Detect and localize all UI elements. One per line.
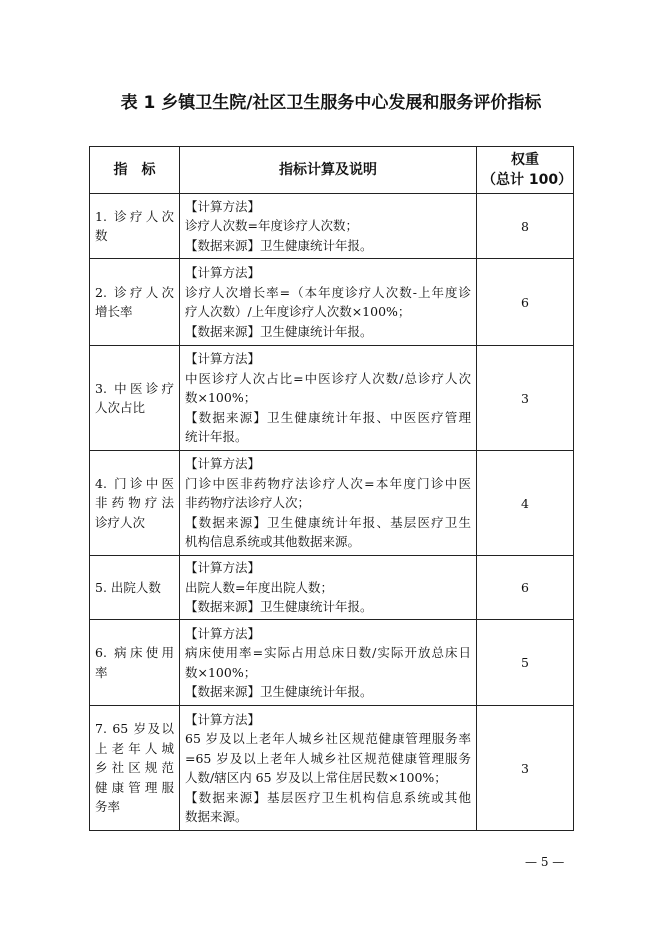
table-title: 表 1 乡镇卫生院/社区卫生服务中心发展和服务评价指标 (120, 93, 542, 113)
page-number: — 5 — (525, 855, 565, 869)
indicator-name (90, 194, 180, 259)
indicator-name (90, 706, 180, 831)
description-line: 【数据来源】卫生健康统计年报。 (185, 237, 373, 253)
indicator-name-line: 1. 诊疗人次 (95, 208, 174, 224)
description-line: 【数据来源】卫生健康统计年报、中医医疗管理 (185, 409, 471, 425)
description-line: 【计算方法】 (185, 351, 261, 367)
table-row (90, 346, 574, 451)
description-line: 【数据来源】卫生健康统计年报。 (185, 684, 373, 699)
table-row (90, 556, 574, 620)
indicator-weight: 4 (477, 451, 574, 556)
header-weight-line: 权重 (511, 152, 539, 168)
indicator-name-line: 4. 门诊中医 (95, 475, 174, 491)
indicator-name-line: 7. 65 岁及以 (95, 721, 174, 737)
header-weight (477, 147, 574, 194)
indicator-description (180, 259, 477, 346)
description-line: 【数据来源】卫生健康统计年报。 (185, 599, 373, 615)
description-line: 【计算方法】 (185, 265, 261, 280)
description-line: 门诊中医非药物疗法诊疗人次=本年度门诊中医 (185, 475, 471, 491)
indicator-name (90, 259, 180, 346)
description-line: 数×100%； (185, 664, 257, 680)
indicator-weight: 5 (477, 620, 574, 706)
description-line: 出院人数=年度出院人数； (185, 579, 333, 595)
indicator-name-line: 诊疗人次 (95, 514, 146, 530)
indicator-name-line: 率 (95, 664, 108, 680)
description-line: 病床使用率=实际占用总床日数/实际开放总床日 (185, 645, 471, 660)
indicator-name (90, 451, 180, 556)
description-line: 【计算方法】 (185, 560, 261, 576)
indicator-weight: 6 (477, 556, 574, 620)
indicator-name-line: 务率 (95, 799, 121, 815)
indicator-name-line: 6. 病床使用 (95, 645, 174, 660)
description-line: 数×100%； (185, 390, 257, 406)
indicator-name (90, 346, 180, 451)
description-line: 【数据来源】基层医疗卫生机构信息系统或其他 (185, 789, 471, 805)
description-line: 【计算方法】 (185, 711, 261, 727)
description-line: 【数据来源】卫生健康统计年报。 (185, 323, 373, 339)
indicator-name-line: 乡社区规范 (95, 760, 174, 776)
description-line: 机构信息系统或其他数据来源。 (185, 534, 361, 550)
indicator-name-line: 2. 诊疗人次 (95, 284, 174, 300)
indicator-description (180, 451, 477, 556)
indicator-name-line: 非药物疗法 (95, 495, 174, 511)
table-row (90, 706, 574, 831)
description-line: =65 岁及以上老年人城乡社区规范健康管理服务 (185, 750, 471, 766)
description-line: 【数据来源】卫生健康统计年报、基层医疗卫生 (185, 514, 471, 530)
description-line: 【计算方法】 (185, 198, 261, 214)
header-indicator: 指 标 (90, 147, 180, 194)
description-line: 统计年报。 (185, 429, 248, 445)
description-line: 诊疗人次增长率=（本年度诊疗人次数-上年度诊 (185, 284, 471, 300)
description-line: 【计算方法】 (185, 456, 261, 472)
indicator-weight: 3 (477, 346, 574, 451)
table-header-row (90, 147, 574, 194)
description-line: 【计算方法】 (185, 625, 261, 641)
indicator-description (180, 706, 477, 831)
table-row (90, 620, 574, 706)
description-line: 中医诊疗人次占比=中医诊疗人次数/总诊疗人次 (185, 370, 471, 386)
indicator-weight: 3 (477, 706, 574, 831)
indicator-name-line: 5. 出院人数 (95, 579, 161, 595)
indicator-name (90, 556, 180, 620)
description-line: 65 岁及以上老年人城乡社区规范健康管理服务率 (185, 731, 471, 746)
indicator-description (180, 346, 477, 451)
header-weight-line: （总计 100） (482, 172, 573, 188)
description-line: 疗人次数）/上年度诊疗人次数×100%； (185, 304, 411, 319)
indicator-weight: 8 (477, 194, 574, 259)
indicator-description (180, 620, 477, 706)
indicator-description (180, 194, 477, 259)
indicator-name-line: 增长率 (95, 304, 133, 319)
indicator-weight: 6 (477, 259, 574, 346)
indicator-name-line: 人次占比 (95, 400, 146, 415)
indicator-name-line: 3. 中医诊疗 (95, 380, 174, 396)
description-line: 诊疗人次数=年度诊疗人次数； (185, 218, 358, 234)
indicator-name-line: 数 (95, 228, 108, 243)
table-row (90, 194, 574, 259)
description-line: 数据来源。 (185, 809, 248, 824)
indicator-name (90, 620, 180, 706)
indicator-name-line: 上老年人城 (95, 740, 174, 756)
description-line: 人数/辖区内 65 岁及以上常住居民数×100%； (185, 770, 447, 785)
indicator-name-line: 健康管理服 (95, 779, 174, 795)
header-calc: 指标计算及说明 (180, 147, 477, 194)
indicator-description (180, 556, 477, 620)
indicator-table (89, 146, 574, 831)
table-row (90, 451, 574, 556)
table-row (90, 259, 574, 346)
description-line: 非药物疗法诊疗人次； (185, 495, 311, 511)
